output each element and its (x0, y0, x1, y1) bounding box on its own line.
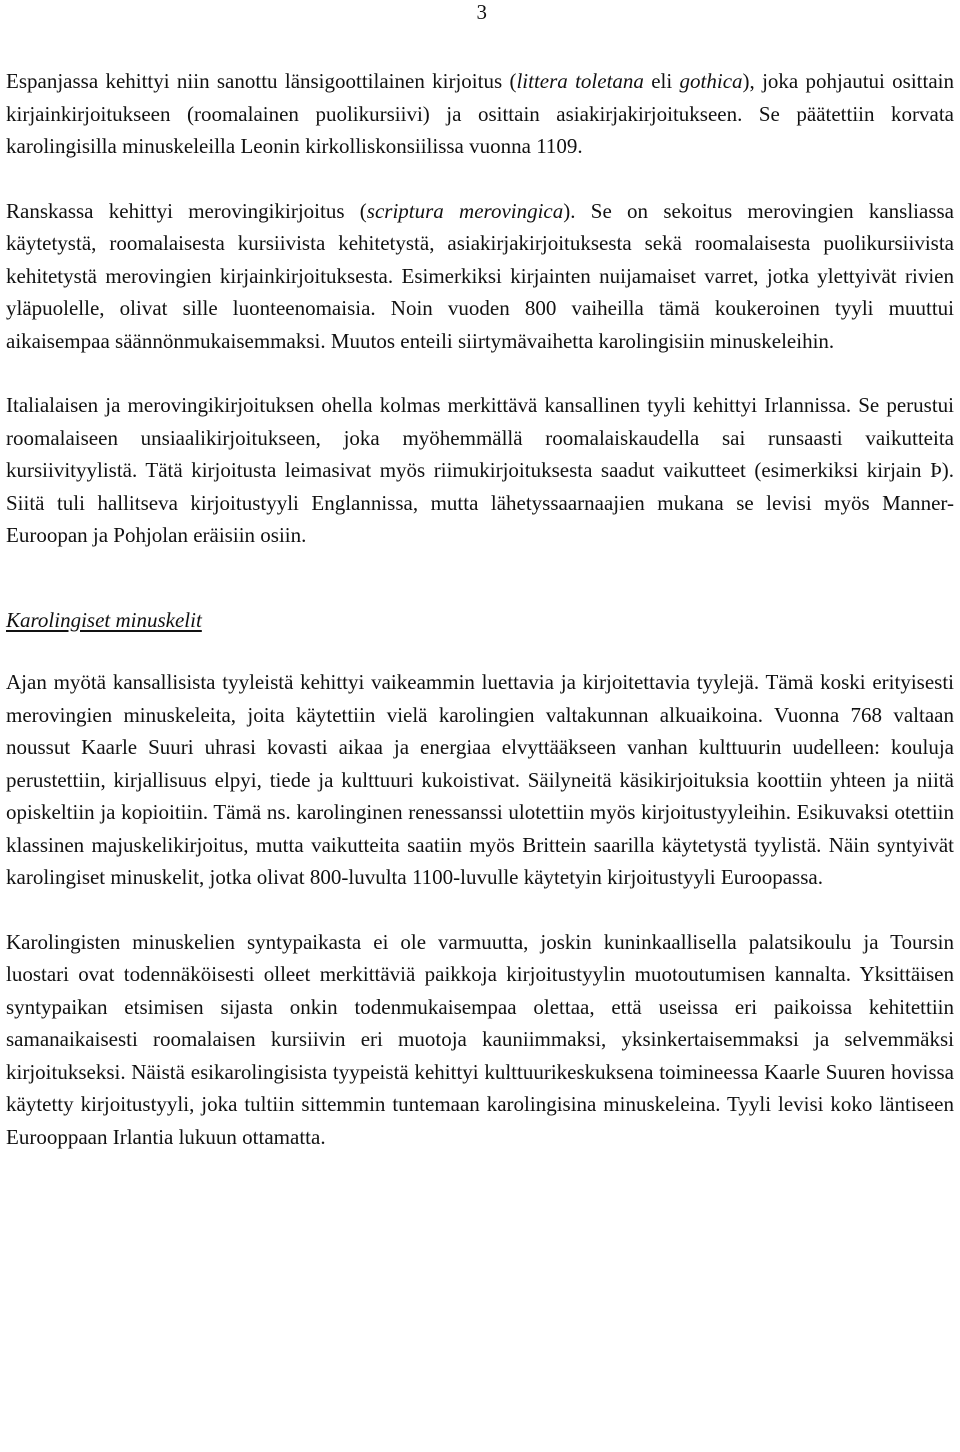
page-number: 3 (476, 0, 487, 24)
paragraph-france (6, 195, 954, 358)
latin-term: scriptura merovingica (366, 198, 564, 223)
document-body (6, 65, 954, 1185)
paragraph-ireland: Italialaisen ja merovingikirjoituksen ohella kolmas merkittävä kansallinen tyyli kehittyi Irlannissa. Se perustui roomalaiseen unsiaalikirjoitukseen, joka myöhemmällä roomalaiskaudella sai runsaasti vaikutteita kursiivityylistä. Tätä kirjoitusta leimasivat myös riimukirjoituksesta saadut vaikutteet (esimerkiksi kirjain Þ). Siitä tuli hallitseva kirjoitustyyli Englannissa, mutta lähetyssaarnaajien mukana se levisi myös Manner-Euroopan ja Pohjolan eräisiin osiin. (6, 393, 954, 547)
paragraph-carolingian-intro: Ajan myötä kansallisista tyyleistä kehittyi vaikeammin luettavia ja kirjoitettavia tyylejä. Tämä koski erityisesti merovingien minuskeleita, joita käytettiin vielä karolingien valtakunnan alkuaikoina. Vuonna 768 valtaan noussut Kaarle Suuri uhrasi kovasti aikaa ja energiaa elvyttääkseen vanhan kulttuurin uudelleen: kouluja perustettiin, kirjallisuus elpyi, tiede ja kulttuuri kukoistivat. Säilyneitä käsikirjoituksia koottiin yhteen ja niitä opiskeltiin ja kopioitiin. Tämä ns. karolinginen renessanssi ulotettiin myös kirjoitustyyleihin. Esikuvaksi otettiin klassinen majuskelikirjoitus, mutta vaikutteita saatiin myös Brittein saarilla käytetystä tyylistä. Näin syntyivät karolingiset minuskelit, jotka olivat 800-luvulta 1100-luvulle käytetyin kirjoitustyyli Euroopassa. (6, 670, 954, 889)
paragraph-spain (6, 65, 954, 163)
paragraph-carolingian-origin: Karolingisten minuskelien syntypaikasta ei ole varmuutta, joskin kuninkaallisella palatsikoulu ja Toursin luostari ovat todennäköisesti olleet merkittäviä paikkoja kirjoitustyylin muotoutumisen kannalta. Yksittäisen syntypaikan etsimisen sijasta onkin todenmukaisempaa olettaa, että useissa eri paikoissa kehitettiin samanaikaisesti roomalaisen kursiivin eri muotoja kauniimmaksi, yksinkertaisemmaksi ja selvemmäksi kirjoitukseksi. Näistä esikarolingisista tyypeistä kehittyi kulttuurikeskuksena toimineessa Kaarle Suuren hovissa käytetty kirjoitustyyli, joka tultiin sittemmin tuntemaan karolingisina minuskeleina. Tyyli levisi koko läntiseen Eurooppaan Irlantia lukuun ottamatta. (6, 929, 954, 1149)
latin-term: gothica (679, 69, 743, 93)
text-run: eli (643, 69, 680, 93)
text-run: Espanjassa kehittyi niin sanottu länsigoottilainen kirjoitus ( (6, 69, 517, 93)
text-run: Ranskassa kehittyi merovingikirjoitus ( (6, 198, 367, 223)
latin-term: littera toletana (516, 69, 644, 93)
text-run: ), joka pohjautui osittain kirjainkirjoitukseen (roomalainen puolikursiivi) ja osittain asiakirjakirjoitukseen. Se päätettiin korvata karolingisilla minuskeleilla Leonin kirkolliskonsiilissa vuonna 1109. (6, 69, 955, 158)
text-run: ). Se on sekoitus merovingien kansliassa käytetystä, roomalaisesta kursiivista kehitetystä, asiakirjakirjoituksesta sekä roomalaisesta puolikursiivista kehitetystä merovingien kirjainkirjoituksesta. Esimerkiksi kirjainten nuijamaiset varret, jotka ylettyivät rivien yläpuolelle, olivat sille luonteenomaisia. Noin vuoden 800 vaiheilla tämä koukeroinen tyyli muuttui aikaisempaa säännönmukaisemmaksi. Muutos enteili siirtymävaihetta karolingisiin minuskeleihin. (6, 198, 954, 353)
section-heading: Karolingiset minuskelit (6, 607, 202, 632)
